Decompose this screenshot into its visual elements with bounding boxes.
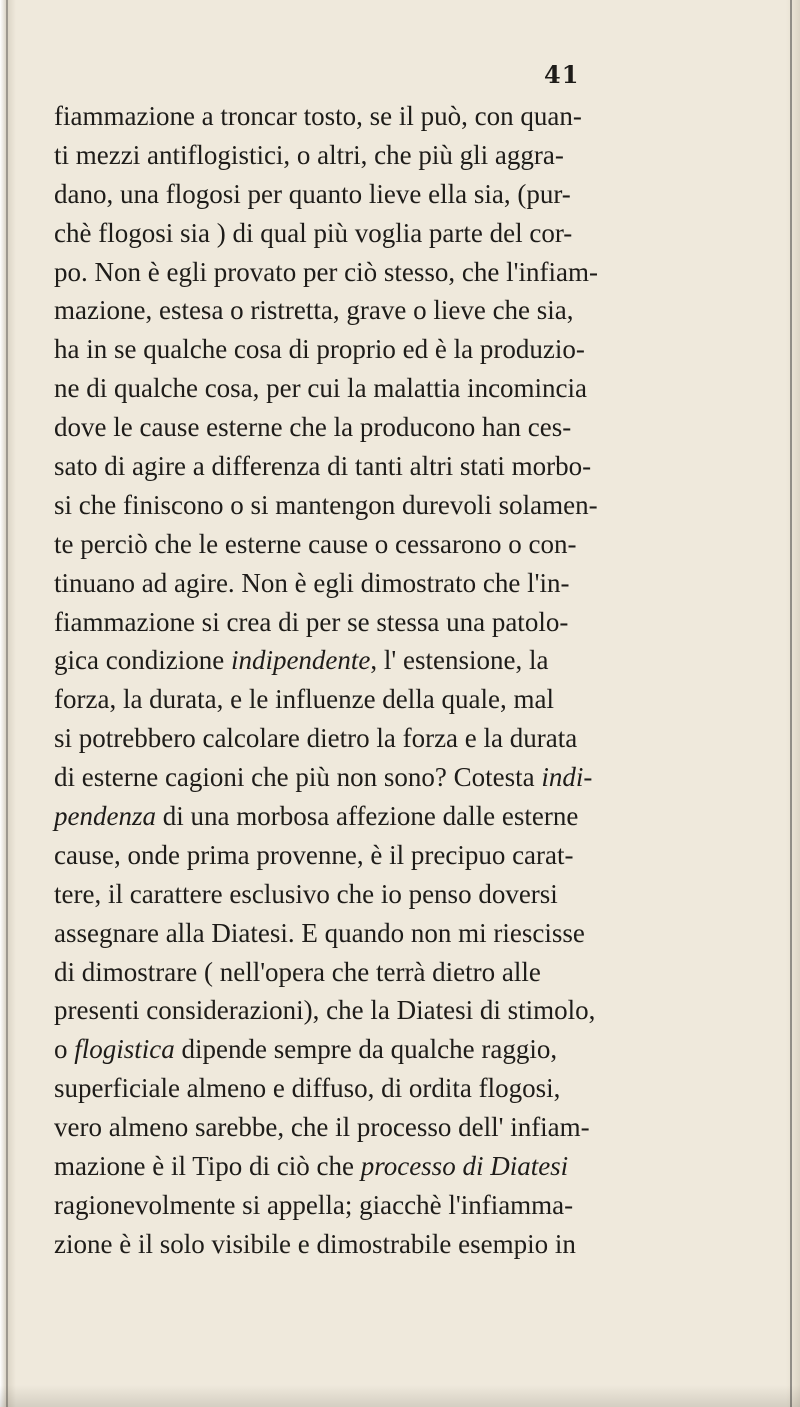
- text-line: [54, 214, 794, 253]
- text-segment: te perciò che le esterne cause o cessarono o con-: [54, 528, 577, 559]
- text-segment: forza, la durata, e le influenze della quale, mal: [54, 684, 554, 715]
- text-segment: ti mezzi antiflogistici, o altri, che più gli aggra-: [54, 139, 564, 170]
- text-segment: dipende sempre da qualche raggio,: [174, 1034, 558, 1065]
- text-line: [54, 875, 794, 914]
- page-number: 41: [544, 60, 580, 89]
- text-segment: di dimostrare ( nell'opera che terrà dietro alle: [54, 956, 541, 987]
- text-segment: o: [54, 1034, 75, 1065]
- text-segment: zione è il solo visibile e dimostrabile esempio in: [54, 1228, 576, 1259]
- text-line: [54, 330, 794, 369]
- text-segment: tinuano ad agire. Non è egli dimostrato che l'in-: [54, 567, 570, 598]
- text-line: [54, 914, 794, 953]
- text-segment: chè flogosi sia ) di qual più voglia parte del cor-: [54, 217, 573, 248]
- text-line: [54, 1147, 794, 1186]
- text-line: [54, 447, 794, 486]
- text-segment: si che finiscono o si mantengon durevoli solamen-: [54, 489, 598, 520]
- text-line: [54, 953, 794, 992]
- text-segment: gica condizione: [54, 645, 231, 676]
- page-gutter: [0, 0, 16, 1407]
- text-line: [54, 797, 794, 836]
- text-line: [54, 1069, 794, 1108]
- text-line: [54, 408, 794, 447]
- text-segment: fiammazione si crea di per se stessa una patolo-: [54, 606, 569, 637]
- text-segment: di esterne cagioni che più non sono? Cotesta: [54, 762, 542, 793]
- text-segment: si potrebbero calcolare dietro la forza e la durata: [54, 723, 578, 754]
- text-segment: presenti considerazioni), che la Diatesi di stimolo,: [54, 995, 596, 1026]
- text-line: [54, 1225, 794, 1264]
- gutter-line: [6, 0, 8, 1407]
- text-line: [54, 758, 794, 797]
- text-line: [54, 603, 794, 642]
- text-line: [54, 1186, 794, 1225]
- text-segment: fiammazione a troncar tosto, se il può, con quan-: [54, 101, 582, 131]
- italic-text: pendenza: [54, 801, 156, 832]
- text-line: [54, 991, 794, 1030]
- text-segment: assegnare alla Diatesi. E quando non mi riescisse: [54, 917, 585, 948]
- italic-text: flogistica: [74, 1034, 175, 1065]
- text-segment: mazione è il Tipo di ciò che: [54, 1151, 361, 1182]
- text-line: [54, 525, 794, 564]
- text-line: [54, 253, 794, 292]
- text-segment: ha in se qualche cosa di proprio ed è la produzio-: [54, 334, 585, 365]
- text-line: [54, 486, 794, 525]
- text-segment: ne di qualche cosa, per cui la malattia incomincia: [54, 373, 588, 404]
- text-line: [54, 1030, 794, 1069]
- text-segment: tere, il carattere esclusivo che io penso doversi: [54, 878, 558, 909]
- bottom-shadow: [0, 1385, 800, 1407]
- italic-text: indi-: [541, 762, 593, 793]
- italic-text: indipendente: [230, 645, 371, 676]
- text-segment: vero almeno sarebbe, che il processo dell' infiam-: [54, 1112, 590, 1143]
- text-line: [54, 680, 794, 719]
- text-segment: , l' estensione, la: [370, 645, 549, 676]
- text-line: [54, 291, 794, 330]
- text-segment: di una morbosa affezione dalle esterne: [155, 801, 579, 832]
- text-line: [54, 175, 794, 214]
- text-segment: superficiale almeno e diffuso, di ordita flogosi,: [54, 1073, 561, 1104]
- text-segment: mazione, estesa o ristretta, grave o lieve che sia,: [54, 295, 574, 326]
- text-line: [54, 1108, 794, 1147]
- text-segment: po. Non è egli provato per ciò stesso, che l'infiam-: [54, 256, 598, 287]
- text-line: [54, 136, 794, 175]
- text-segment: ragionevolmente si appella; giacchè l'infiamma-: [54, 1189, 574, 1220]
- italic-text: processo di Diatesi: [360, 1151, 569, 1182]
- text-line: [54, 97, 794, 136]
- text-segment: dano, una flogosi per quanto lieve ella sia, (pur-: [54, 178, 571, 209]
- text-segment: sato di agire a differenza di tanti altri stati morbo-: [54, 451, 592, 482]
- body-text: [54, 97, 794, 1264]
- text-line: [54, 369, 794, 408]
- text-line: [54, 641, 794, 680]
- text-segment: cause, onde prima provenne, è il precipuo carat-: [54, 839, 574, 870]
- text-line: [54, 836, 794, 875]
- text-line: [54, 719, 794, 758]
- text-segment: dove le cause esterne che la producono han ces-: [54, 412, 572, 443]
- text-line: [54, 564, 794, 603]
